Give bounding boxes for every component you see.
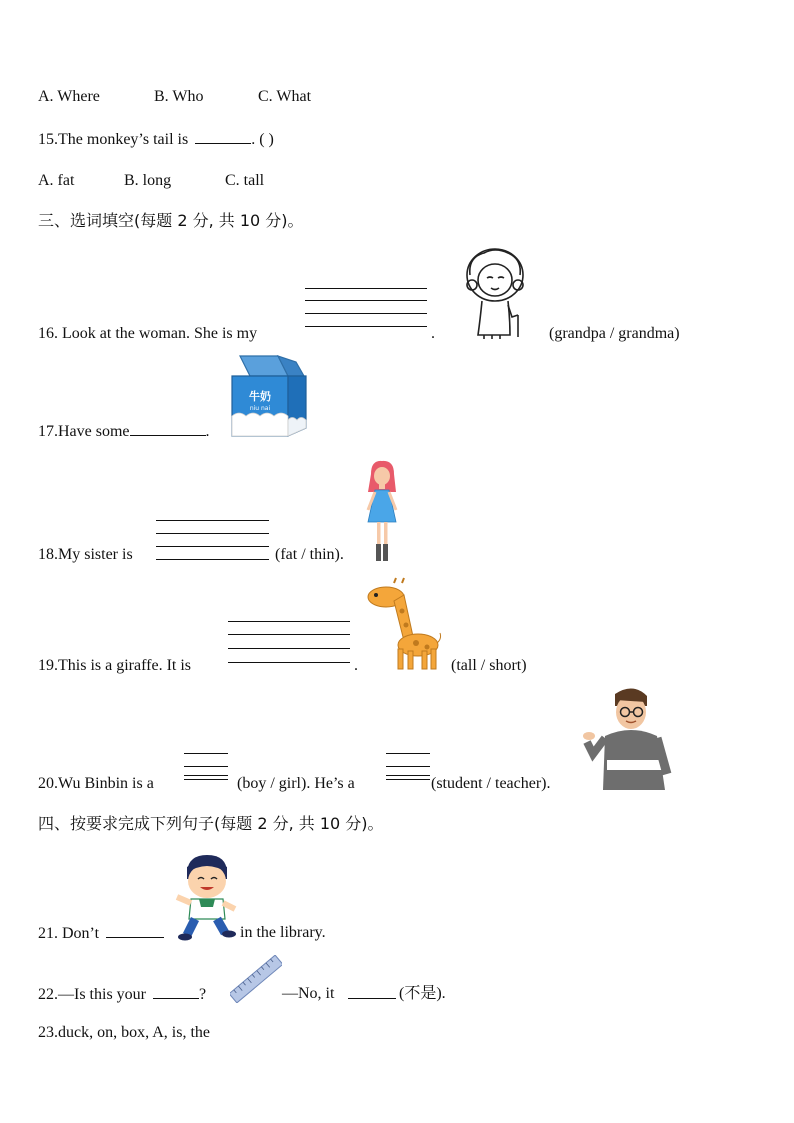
q14-options (38, 87, 312, 107)
q19-writing-lines[interactable] (228, 621, 350, 663)
giraffe-picture (364, 577, 442, 672)
q20-choices-1: (boy / girl). He’s a (237, 775, 355, 792)
q19-end: . (354, 657, 358, 674)
running-boy-picture (173, 853, 239, 941)
q17-end: . (205, 423, 210, 440)
q22-stem: 22.—Is this your (38, 986, 146, 1003)
q21-question (38, 923, 326, 944)
q23-question: 23.duck, on, box, A, is, the (38, 1024, 210, 1041)
q20-stem: 20.Wu Binbin is a (38, 775, 154, 792)
ruler-picture (230, 955, 282, 1003)
milk-carton-text: 牛奶 (249, 390, 271, 403)
q22-blank-2[interactable] (348, 984, 396, 999)
q21-blank[interactable] (106, 923, 164, 938)
q14-option-b: B. Who (154, 88, 204, 105)
q18-choices: (fat / thin). (275, 546, 344, 563)
q14-option-a: A. Where (38, 88, 100, 105)
q21-stem: 21. Don’t (38, 925, 100, 942)
q19-choices: (tall / short) (451, 657, 527, 674)
q15-tail: . ( ) (251, 131, 274, 148)
q17-question (38, 421, 210, 442)
q16-writing-lines[interactable] (305, 288, 427, 327)
q16-stem: 16. Look at the woman. She is my (38, 325, 258, 342)
q17-blank[interactable] (130, 421, 206, 436)
q15-options (38, 171, 265, 191)
q21-end: in the library. (240, 924, 326, 941)
q22-note: (不是). (399, 985, 446, 1002)
q14-option-c: C. What (258, 88, 312, 105)
q22-reply: —No, it (282, 985, 335, 1002)
q18-writing-lines[interactable] (156, 520, 269, 560)
grandma-picture (462, 245, 530, 340)
q19-stem: 19.This is a giraffe. It is (38, 657, 192, 674)
q20-student-teacher-lines[interactable] (386, 753, 430, 780)
q22-qmark: ? (199, 986, 207, 1003)
section4-title: 四、按要求完成下列句子(每题 2 分, 共 10 分)。 (38, 814, 384, 833)
q15-blank[interactable] (195, 129, 251, 144)
section3-title: 三、选词填空(每题 2 分, 共 10 分)。 (38, 211, 304, 230)
q15-option-a: A. fat (38, 172, 75, 189)
sister-picture (363, 460, 401, 564)
q17-stem: 17.Have some (38, 423, 130, 440)
q15-stem: 15.The monkey’s tail is (38, 131, 189, 148)
q20-choices-2: (student / teacher). (431, 775, 551, 792)
q16-choices: (grandpa / grandma) (549, 325, 680, 342)
q18-stem: 18.My sister is (38, 546, 133, 563)
q16-end: . (431, 325, 435, 342)
q15-option-b: B. long (124, 172, 172, 189)
q15-question (38, 129, 274, 150)
q22-question (38, 984, 446, 1005)
q15-option-c: C. tall (225, 172, 265, 189)
q22-blank-1[interactable] (153, 984, 199, 999)
milk-carton-picture (230, 354, 308, 438)
milk-carton-pinyin: niu nai (249, 405, 271, 412)
teacher-picture (583, 684, 673, 792)
q20-boy-girl-lines[interactable] (184, 753, 228, 780)
